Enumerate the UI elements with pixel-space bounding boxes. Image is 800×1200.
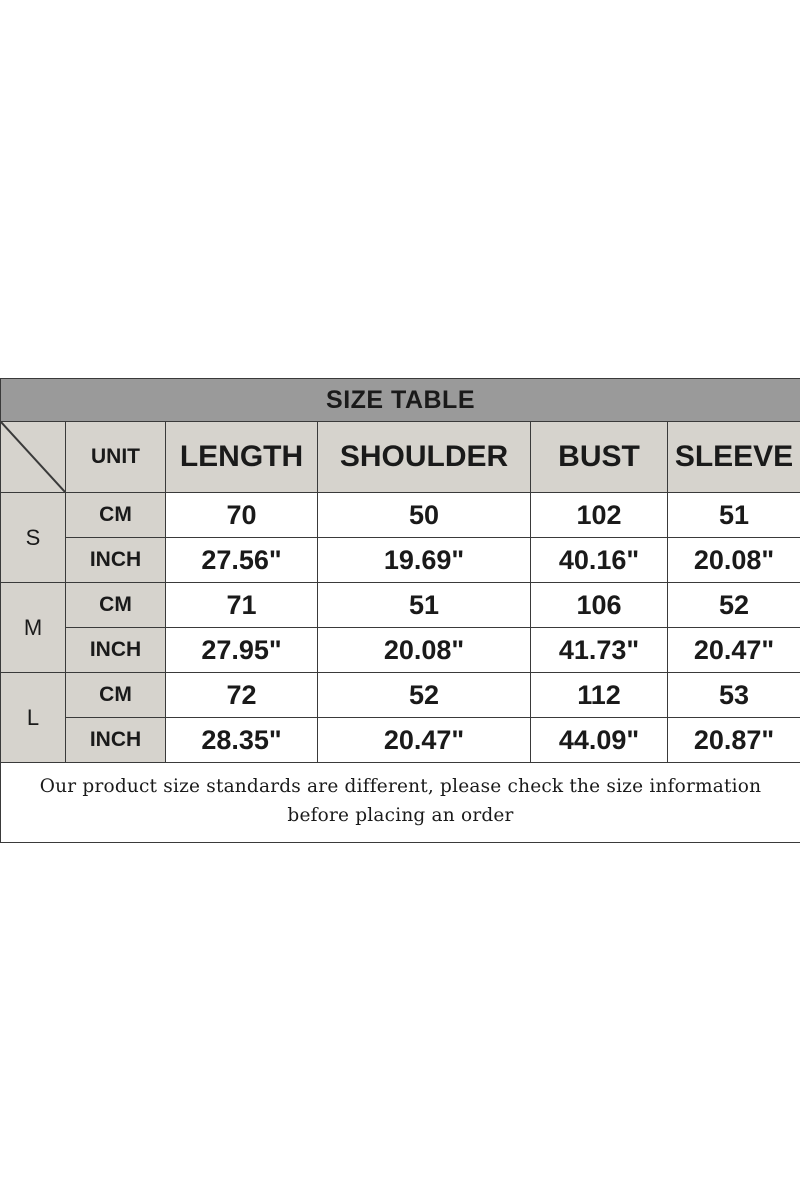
cell-m-cm-sleeve: 52 bbox=[668, 583, 800, 628]
unit-label-cm: CM bbox=[66, 493, 166, 538]
diagonal-line-icon bbox=[1, 422, 65, 492]
table-row bbox=[1, 583, 800, 628]
cell-s-cm-shoulder: 50 bbox=[318, 493, 531, 538]
cell-m-cm-shoulder: 51 bbox=[318, 583, 531, 628]
cell-s-inch-shoulder: 19.69" bbox=[318, 538, 531, 583]
table-header-row bbox=[1, 422, 800, 493]
cell-l-inch-shoulder: 20.47" bbox=[318, 718, 531, 763]
table-row bbox=[1, 673, 800, 718]
unit-label-cm: CM bbox=[66, 583, 166, 628]
size-label-m: M bbox=[1, 583, 66, 673]
size-table bbox=[0, 378, 800, 843]
table-row bbox=[1, 493, 800, 538]
size-note: Our product size standards are different, please check the size information before placing an order bbox=[1, 763, 800, 843]
cell-s-cm-bust: 102 bbox=[531, 493, 668, 538]
table-row bbox=[1, 718, 800, 763]
cell-m-inch-length: 27.95" bbox=[166, 628, 318, 673]
cell-m-inch-shoulder: 20.08" bbox=[318, 628, 531, 673]
cell-l-cm-bust: 112 bbox=[531, 673, 668, 718]
unit-label-inch: INCH bbox=[66, 538, 166, 583]
cell-m-cm-length: 71 bbox=[166, 583, 318, 628]
cell-l-cm-length: 72 bbox=[166, 673, 318, 718]
unit-label-inch: INCH bbox=[66, 718, 166, 763]
cell-m-inch-bust: 41.73" bbox=[531, 628, 668, 673]
table-row bbox=[1, 628, 800, 673]
unit-label-inch: INCH bbox=[66, 628, 166, 673]
header-shoulder: SHOULDER bbox=[318, 422, 531, 493]
cell-s-inch-length: 27.56" bbox=[166, 538, 318, 583]
size-label-s: S bbox=[1, 493, 66, 583]
cell-l-cm-sleeve: 53 bbox=[668, 673, 800, 718]
header-length: LENGTH bbox=[166, 422, 318, 493]
table-note-row bbox=[1, 763, 800, 843]
cell-l-inch-sleeve: 20.87" bbox=[668, 718, 800, 763]
cell-s-cm-sleeve: 51 bbox=[668, 493, 800, 538]
cell-m-cm-bust: 106 bbox=[531, 583, 668, 628]
cell-s-inch-bust: 40.16" bbox=[531, 538, 668, 583]
header-sleeve: SLEEVE bbox=[668, 422, 800, 493]
header-unit: UNIT bbox=[66, 422, 166, 493]
cell-s-cm-length: 70 bbox=[166, 493, 318, 538]
size-label-l: L bbox=[1, 673, 66, 763]
corner-diagonal-cell bbox=[1, 422, 66, 493]
cell-l-inch-length: 28.35" bbox=[166, 718, 318, 763]
unit-label-cm: CM bbox=[66, 673, 166, 718]
cell-l-cm-shoulder: 52 bbox=[318, 673, 531, 718]
cell-l-inch-bust: 44.09" bbox=[531, 718, 668, 763]
cell-m-inch-sleeve: 20.47" bbox=[668, 628, 800, 673]
table-title: SIZE TABLE bbox=[1, 379, 800, 422]
table-title-row bbox=[1, 379, 800, 422]
header-bust: BUST bbox=[531, 422, 668, 493]
table-row bbox=[1, 538, 800, 583]
cell-s-inch-sleeve: 20.08" bbox=[668, 538, 800, 583]
size-table-container bbox=[0, 378, 800, 843]
